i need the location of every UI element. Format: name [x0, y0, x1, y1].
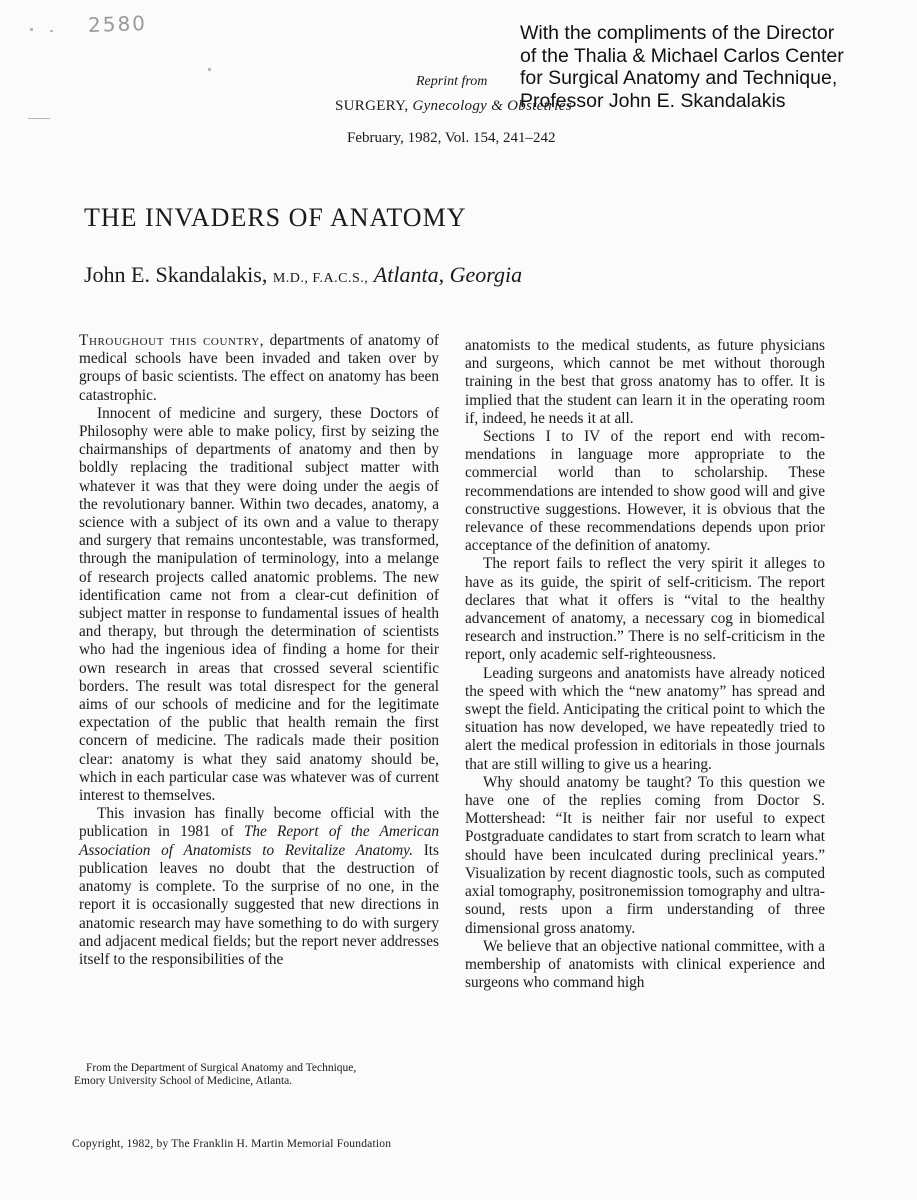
- article-title: THE INVADERS OF ANATOMY: [84, 203, 467, 232]
- reprint-label: Reprint from: [416, 74, 488, 89]
- paragraph: anatomists to the medical students, as future physicians and surgeons, which cannot be met without thorough training in the best that gross anatomy has to offer. It is implied that the student can learn it in the operating room if, indeed, he needs it at all.: [465, 337, 825, 427]
- paragraph: Why should anatomy be taught? To this question we have one of the replies coming from Doctor S. Mottershead: “It is neither fair nor useful to expect Postgraduate candidates to start from scratch to learn what should have been inculcated during preclinical years.” Visualization by recent diagnostic tools, such as computed axial tomography, positronemission tomography and ultrasound, rests upon a firm understanding of three dimensional gross anatomy.: [465, 773, 825, 937]
- stamp-line: for Surgical Anatomy and Technique,: [520, 67, 838, 89]
- compliments-stamp: [520, 22, 900, 112]
- author-name: John E. Skandalakis,: [84, 262, 268, 287]
- paragraph: We believe that an objective national committee, with a membership of anatomists with clinical experience and surgeons who command high: [465, 937, 825, 992]
- paragraph: The report fails to reflect the very spirit it alleges to have as its guide, the spirit of self-criticism. The report declares that what it offers is “vital to the healthy advancement of anatomy, a necessary cog in biomedical research and instruction.” There is no self-criticism in the report, only academic self-righteousness.: [465, 555, 825, 664]
- scan-mark: [30, 28, 33, 31]
- paragraph: [79, 332, 439, 405]
- footnote: [74, 1062, 444, 1088]
- paragraph-text: departments of anatomy of medical schools have been invaded and taken over by groups of basic scientists. The effect on anatomy has been catastrophic.: [79, 332, 439, 404]
- journal-subtitle: Gynecology & Obstetrics: [412, 98, 572, 114]
- paragraph-text: This invasion has finally become official with the publication in 1981 of: [79, 805, 439, 841]
- copyright: Copyright, 1982, by The Franklin H. Martin Memorial Foundation: [72, 1138, 392, 1150]
- scan-mark: [50, 30, 53, 32]
- stamp-line: of the Thalia & Michael Carlos Center: [520, 44, 844, 67]
- journal-title: SURGERY,: [335, 98, 409, 114]
- author-degrees: M.D., F.A.C.S.,: [272, 271, 369, 286]
- paragraph-text: Its publication leaves no doubt that the destruction of anatomy is complete. To the surprise of no one, in the report it is occasionally suggested that new directions in anatomic research may have something to do with surgery and adjacent medical fields; but the report never addresses itself to the responsibilities of the: [79, 841, 439, 968]
- stamp-line: With the compliments of the Director: [520, 22, 835, 44]
- lead-in: Throughout this country,: [79, 332, 265, 349]
- author-line: [84, 262, 522, 288]
- handwritten-archive-number: 2580: [87, 10, 148, 38]
- scan-mark: [208, 68, 211, 71]
- scan-mark: [28, 118, 50, 119]
- stamp-line: Professor John E. Skandalakis: [520, 89, 786, 112]
- left-column: [79, 332, 439, 969]
- report-title: The Report of the American Association of Anatomists to Revitalize Anatomy.: [79, 823, 440, 859]
- paragraph: Sections I to IV of the report end with recommendations in language more appropriate to the commercial world than to scholarship. These recommendations are intended to show good will and give constructive suggestions. However, it is obvious that the relevance of these recommendations depends upon prior acceptance of the definition of anatomy.: [465, 428, 825, 555]
- paragraph: Innocent of medicine and surgery, these Doctors of Philosophy were able to make policy, first by seizing the chairmanships of departments of anatomy and then by boldly replacing the traditional subject matter with whatever it was that they were doing under the aegis of the revolutionary banner. Within two decades, anatomy, a science with a subject of its own and a value to therapy and surgery that remains uncontestable, was transformed, through the manipulation of terminology, into a melange of research projects called anatomic problems. The new identification came not from a clear-cut definition of subject matter in response to fundamental issues of health and therapy, but through the determination of scientists who had the ingenious idea of finding a home for their own research in areas that crossed several scientific borders. The result was total disrespect for the general aims of our schools of medicine and for the legitimate expectation of the public that health remain the first concern of medicine. The radicals made their position clear: anatomy is what they said anatomy should be, which in each particular case was whatever was of current interest to themselves.: [79, 404, 439, 805]
- issue-info: February, 1982, Vol. 154, 241–242: [347, 130, 556, 146]
- footnote-line: From the Department of Surgical Anatomy and Technique,: [86, 1062, 357, 1074]
- footnote-line: Emory University School of Medicine, Atlanta.: [74, 1075, 293, 1087]
- journal-name: [335, 98, 572, 115]
- right-column: [465, 337, 825, 992]
- paragraph: Leading surgeons and anatomists have already noticed the speed with which the “new anatomy” has spread and swept the field. Anticipating the critical point to which the situation has now developed, we have repeatedly tried to alert the medical profession in editorials in those journals that are still willing to give us a hearing.: [465, 664, 825, 773]
- paragraph: [79, 805, 439, 969]
- author-location: Atlanta, Georgia: [373, 262, 523, 287]
